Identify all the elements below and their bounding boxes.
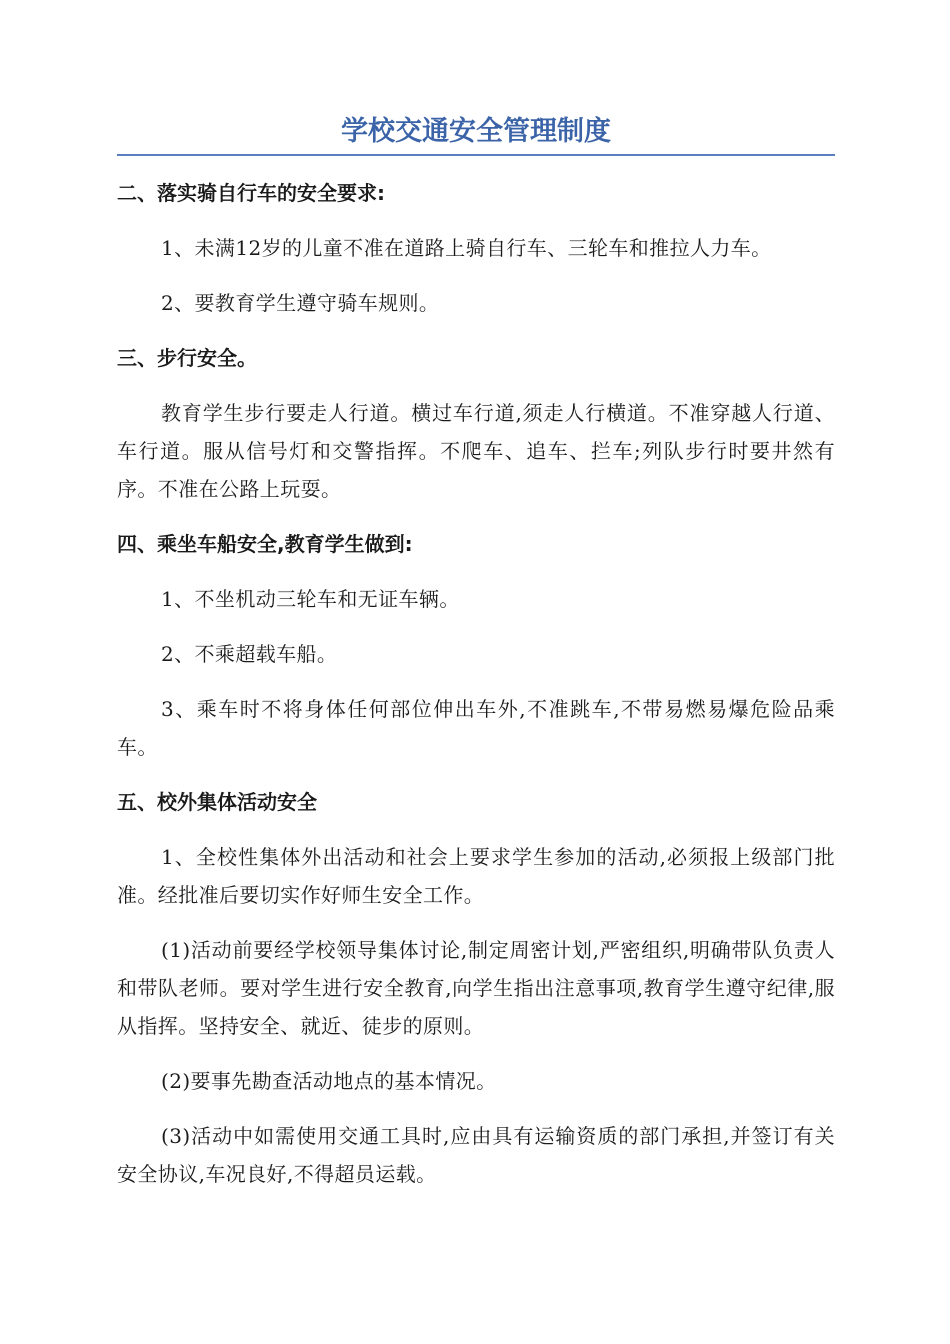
section-heading-4: 四、乘坐车船安全,教育学生做到: <box>117 532 413 556</box>
paragraph: (2)要事先勘查活动地点的基本情况。 <box>161 1069 497 1093</box>
paragraph: 1、全校性集体外出活动和社会上要求学生参加的活动,必须报上级部门批准。经批准后要切实作好师生安全工作。 <box>117 845 835 907</box>
section-heading-3: 三、步行安全。 <box>117 346 257 370</box>
paragraph: 2、不乘超载车船。 <box>161 642 338 666</box>
section-heading-2: 二、落实骑自行车的安全要求: <box>117 181 385 205</box>
paragraph: 1、未满12岁的儿童不准在道路上骑自行车、三轮车和推拉人力车。 <box>161 236 772 260</box>
paragraph: 2、要教育学生遵守骑车规则。 <box>161 291 440 315</box>
paragraph: 教育学生步行要走人行道。横过车行道,须走人行横道。不准穿越人行道、车行道。服从信号灯和交警指挥。不爬车、追车、拦车;列队步行时要井然有序。不准在公路上玩耍。 <box>117 401 835 501</box>
paragraph: (3)活动中如需使用交通工具时,应由具有运输资质的部门承担,并签订有关安全协议,车况良好,不得超员运载。 <box>117 1124 835 1186</box>
paragraph: 1、不坐机动三轮车和无证车辆。 <box>161 587 460 611</box>
section-heading-5: 五、校外集体活动安全 <box>117 790 317 814</box>
document-page <box>117 112 835 1193</box>
paragraph: 3、乘车时不将身体任何部位伸出车外,不准跳车,不带易燃易爆危险品乘车。 <box>117 697 835 759</box>
document-title: 学校交通安全管理制度 <box>341 116 611 147</box>
paragraph: (1)活动前要经学校领导集体讨论,制定周密计划,严密组织,明确带队负责人和带队老师。要对学生进行安全教育,向学生指出注意事项,教育学生遵守纪律,服从指挥。坚持安全、就近、徒步的原则。 <box>117 938 835 1038</box>
